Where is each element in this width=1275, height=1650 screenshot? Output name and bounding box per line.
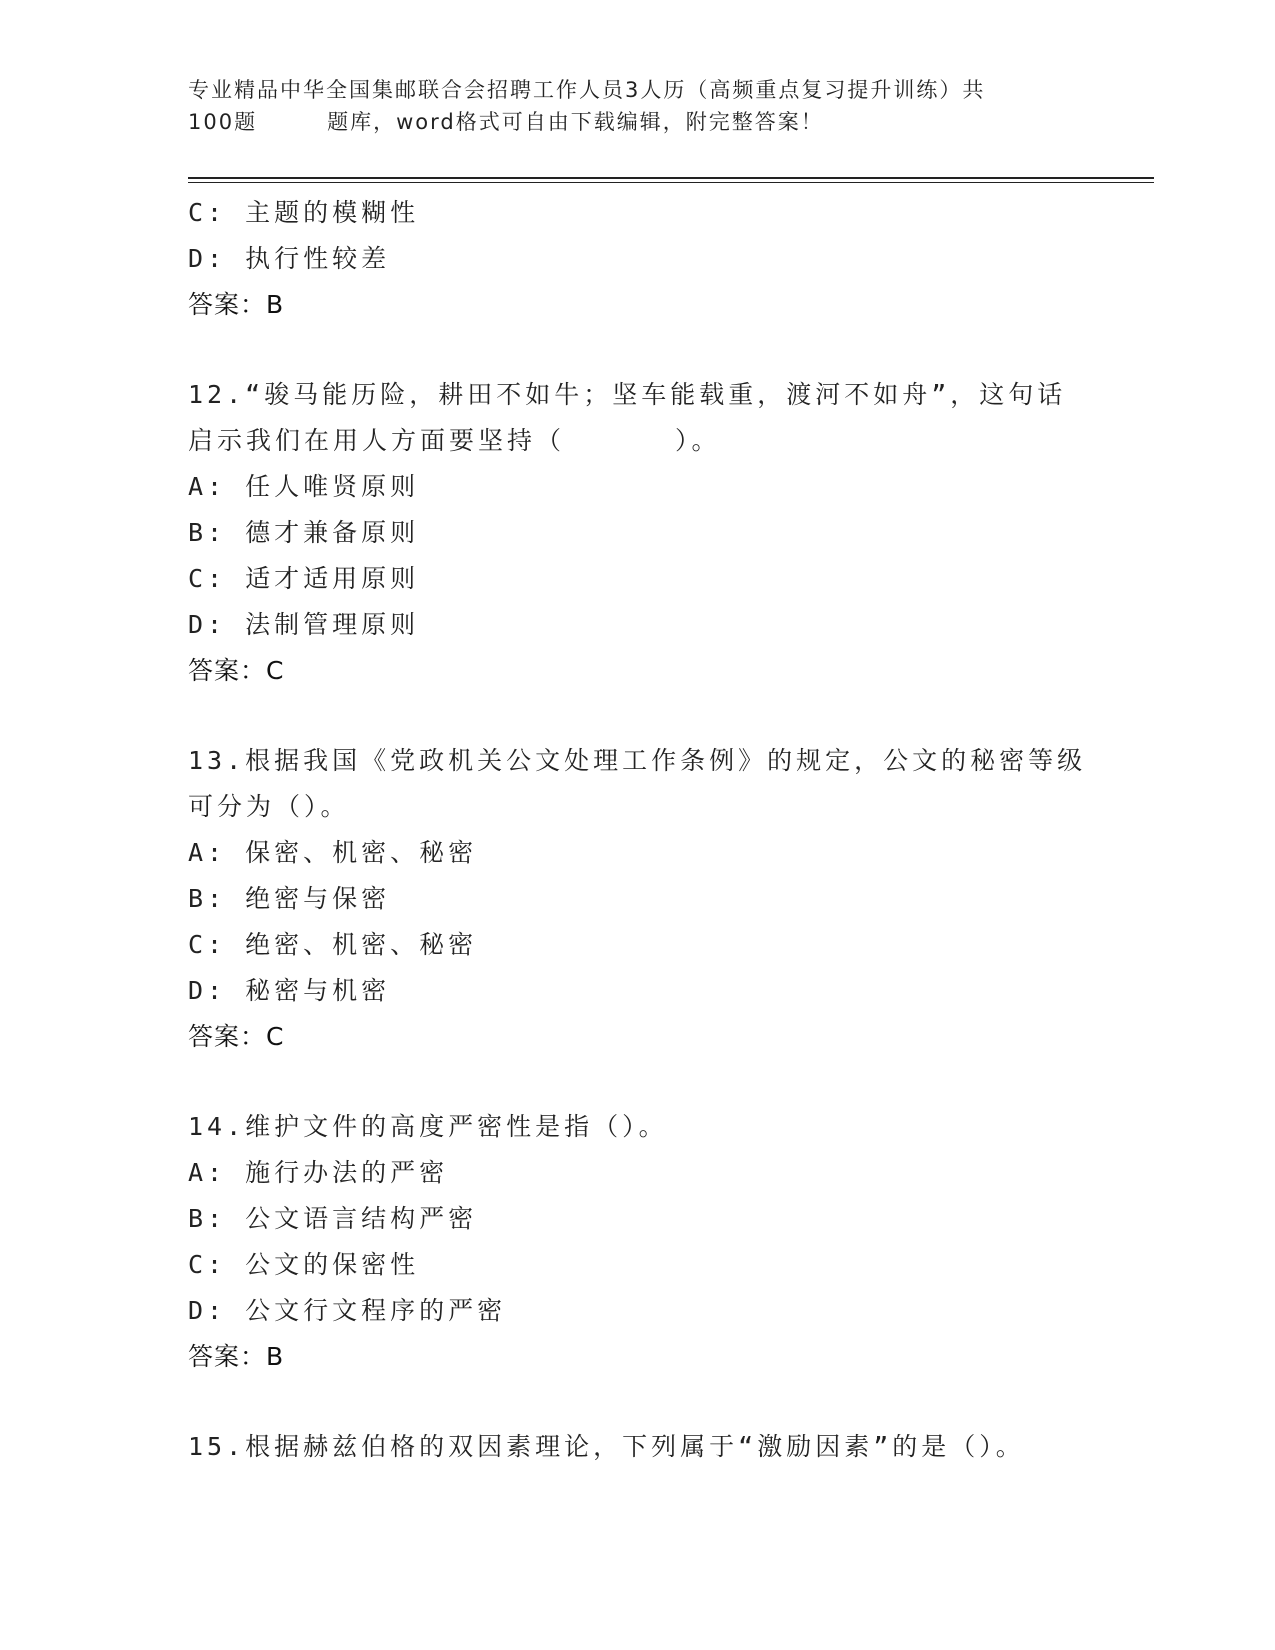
question-text-cont	[188, 418, 1068, 464]
header-subtitle: 题库，word格式可自由下载编辑，附完整答案！	[327, 110, 824, 134]
question-content	[188, 190, 1087, 1470]
option-b: B: 绝密与保密	[188, 884, 391, 913]
answer-line: 答案：B	[188, 1342, 285, 1371]
option-c: C: 适才适用原则	[188, 564, 420, 593]
answer-line: 答案：C	[188, 656, 285, 685]
question-text: 14.维护文件的高度严密性是指（）。	[188, 1112, 668, 1141]
question-block-13	[188, 738, 1087, 1060]
option-d: D: 执行性较差	[188, 244, 391, 273]
page-header	[188, 74, 1068, 138]
question-block-15	[188, 1424, 1068, 1470]
header-divider-thin	[188, 182, 1154, 183]
question-text-part: 启示我们在用人方面要坚持（	[188, 426, 566, 455]
answer-line: 答案：B	[188, 290, 285, 319]
option-d: D: 秘密与机密	[188, 976, 391, 1005]
question-block-prev	[188, 190, 1068, 328]
question-text: 15.根据赫兹伯格的双因素理论，下列属于“激励因素”的是（）。	[188, 1432, 1025, 1461]
header-divider-thick	[188, 177, 1154, 179]
question-text-part: ）。	[675, 426, 721, 455]
header-title-line1: 专业精品中华全国集邮联合会招聘工作人员3人历（高频重点复习提升训练）共	[188, 78, 986, 102]
question-text: 12.“骏马能历险，耕田不如牛；坚车能载重，渡河不如舟”，这句话	[188, 380, 1067, 409]
question-block-12	[188, 372, 1068, 694]
option-c: C: 绝密、机密、秘密	[188, 930, 478, 959]
header-title-line2	[188, 106, 1068, 138]
answer-line: 答案：C	[188, 1022, 285, 1051]
option-a: A: 保密、机密、秘密	[188, 838, 478, 867]
option-c: C: 主题的模糊性	[188, 198, 420, 227]
option-a: A: 任人唯贤原则	[188, 472, 420, 501]
option-b: B: 德才兼备原则	[188, 518, 420, 547]
option-d: D: 法制管理原则	[188, 610, 420, 639]
header-count: 100题	[188, 110, 258, 134]
question-text-cont: 可分为（）。	[188, 792, 350, 821]
question-text: 13.根据我国《党政机关公文处理工作条例》的规定，公文的秘密等级	[188, 746, 1087, 775]
question-block-14	[188, 1104, 1068, 1380]
option-c: C: 公文的保密性	[188, 1250, 420, 1279]
option-a: A: 施行办法的严密	[188, 1158, 449, 1187]
option-b: B: 公文语言结构严密	[188, 1204, 478, 1233]
option-d: D: 公文行文程序的严密	[188, 1296, 507, 1325]
